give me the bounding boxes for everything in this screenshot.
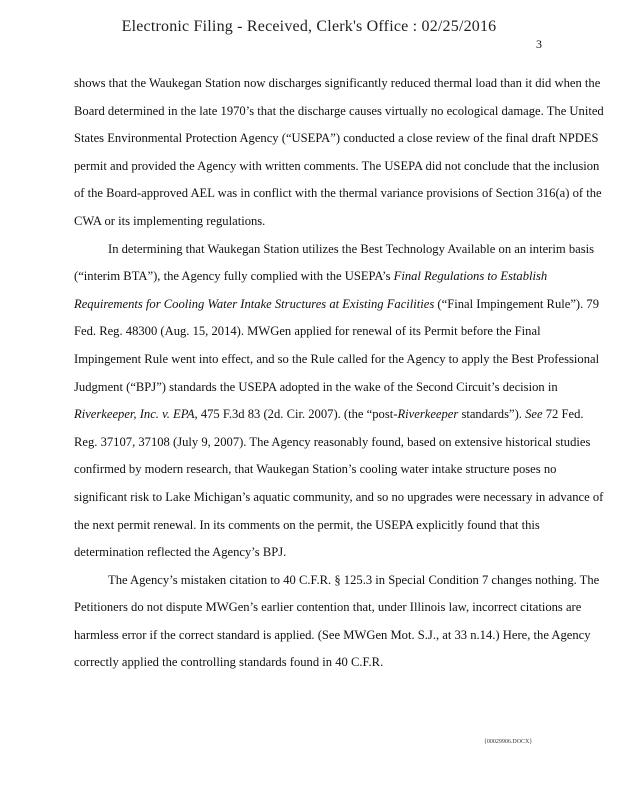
p2-text-g: standards”). <box>458 407 526 422</box>
p2-text-a: In determining that Waukegan Station utilizes the Best Technology Available on an interim basis (“interim BTA”), the Agency fully complied with the USEPA’s <box>74 241 595 284</box>
document-id-footer: {00029906.DOCX} <box>484 739 533 745</box>
paragraph-2 <box>74 236 606 567</box>
document-body <box>74 70 606 677</box>
page-number: 3 <box>536 37 542 51</box>
p2-see-signal: See <box>525 407 543 422</box>
p2-text-e: , 475 F.3d 83 (2d. Cir. 2007). (the “post- <box>194 407 398 422</box>
p2-case-name: Riverkeeper, Inc. v. EPA <box>74 407 195 422</box>
p2-text-i: 72 Fed. Reg. 37107, 37108 (July 9, 2007). The Agency reasonably found, based on extensive historical studies confirmed by modern research, that Waukegan Station’s cooling water intake structure poses no significant risk to Lake Michigan’s aquatic community, and so no upgrades were necessary in advance of the next permit renewal. In its comments on the permit, the USEPA explicitly found that this determination reflected the Agency’s BPJ. <box>74 407 604 560</box>
paragraph-1: shows that the Waukegan Station now discharges significantly reduced thermal load than it did when the Board determined in the late 1970’s that the discharge causes virtually no ecological damage. The United States Environmental Protection Agency (“USEPA”) conducted a close review of the final draft NPDES permit and provided the Agency with written comments. The USEPA did not conclude that the inclusion of the Board-approved AEL was in conflict with the thermal variance provisions of Section 316(a) of the CWA or its implementing regulations. <box>74 76 604 228</box>
p2-citation-final-regulations: Final Regulations to Establish Requirements for Cooling Water Intake Structures at Existing Facilities <box>74 269 548 311</box>
p2-text-c: (“Final Impingement Rule”). 79 Fed. Reg. 48300 (Aug. 15, 2014). MWGen applied for renewal of its Permit before the Final Impingement Rule went into effect, and so the Rule called for the Agency to apply the Best Professional Judgment (“BPJ”) standards the USEPA adopted in the wake of the Second Circuit’s decision in <box>74 296 600 394</box>
filing-stamp-header: Electronic Filing - Received, Clerk's Office : 02/25/2016 <box>121 18 497 35</box>
p2-riverkeeper: Riverkeeper <box>397 407 459 422</box>
paragraph-3: The Agency’s mistaken citation to 40 C.F.R. § 125.3 in Special Condition 7 changes nothing. The Petitioners do not dispute MWGen’s earlier contention that, under Illinois law, incorrect citations are harmless error if the correct standard is applied. (See MWGen Mot. S.J., at 33 n.14.) Here, the Agency correctly applied the controlling standards found in 40 C.F.R. <box>74 572 600 670</box>
